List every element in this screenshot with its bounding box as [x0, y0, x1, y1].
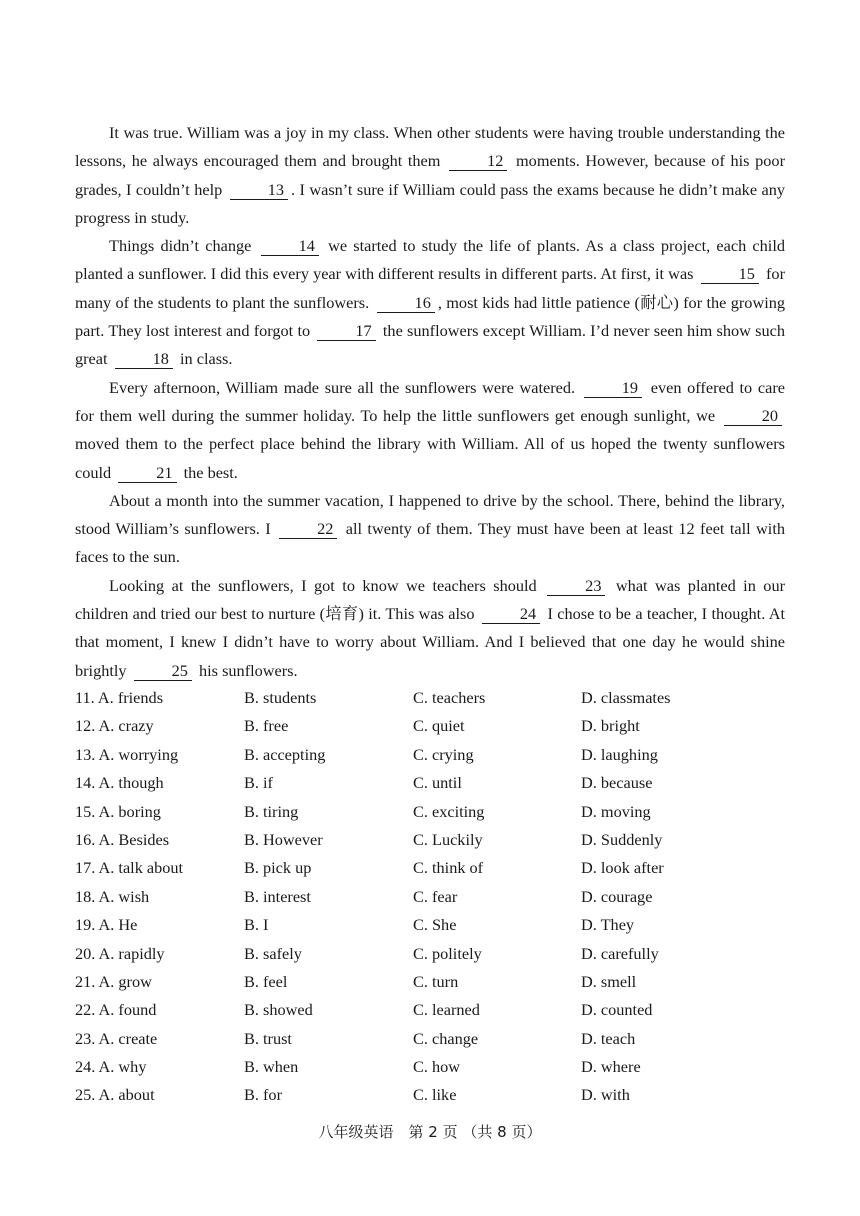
option-d: D. smell	[581, 971, 637, 991]
option-a: 25. A. about	[75, 1085, 155, 1105]
option-c: C. quiet	[413, 716, 465, 736]
passage-text: even offered to care for them well during the summer holiday. To help the little sunflowers get enough sunlight, we	[75, 377, 785, 425]
blank-24: 24	[482, 604, 540, 624]
option-a: 17. A. talk about	[75, 858, 184, 878]
blank-23: 23	[547, 576, 605, 596]
option-b: B. free	[244, 716, 289, 736]
option-c: C. like	[413, 1085, 457, 1105]
option-b: B. tiring	[244, 801, 299, 821]
option-c: C. until	[413, 773, 462, 793]
option-c: C. crying	[413, 744, 474, 764]
option-row-23	[75, 1025, 795, 1053]
blank-16: 16	[377, 293, 435, 313]
option-a: 15. A. boring	[75, 801, 161, 821]
option-b: B. trust	[244, 1028, 292, 1048]
option-row-21	[75, 968, 795, 996]
option-d: D. with	[581, 1085, 630, 1105]
blank-13: 13	[230, 180, 288, 200]
option-row-13	[75, 741, 795, 769]
option-d: D. bright	[581, 716, 640, 736]
answer-options	[75, 684, 795, 1110]
option-b: B. accepting	[244, 744, 326, 764]
paragraph-5	[75, 572, 785, 685]
passage-text: It was true. William was a joy in my class. When other students were having trouble understanding the lessons, he always encouraged them and brought them	[75, 123, 785, 171]
option-row-24	[75, 1053, 795, 1081]
blank-12: 12	[449, 151, 507, 171]
option-d: D. counted	[581, 1000, 653, 1020]
option-a: 22. A. found	[75, 1000, 157, 1020]
option-c: C. learned	[413, 1000, 480, 1020]
option-d: D. teach	[581, 1028, 636, 1048]
option-a: 20. A. rapidly	[75, 943, 165, 963]
option-b: B. However	[244, 829, 323, 849]
passage-text: in class.	[179, 349, 233, 369]
option-a: 23. A. create	[75, 1028, 158, 1048]
passage-text: moments. However, because of his poor grades, I couldn’t help	[75, 151, 785, 199]
option-row-16	[75, 826, 795, 854]
option-a: 11. A. friends	[75, 688, 164, 707]
passage-text: his sunflowers.	[199, 660, 298, 680]
passage-text: we started to study the life of plants. As a class project, each child planted a sunflower. I did this every year with different results in different parts. At first, it was	[75, 236, 785, 284]
option-row-18	[75, 883, 795, 911]
option-row-15	[75, 798, 795, 826]
passage-text: Every afternoon, William made sure all the sunflowers were watered.	[109, 377, 576, 397]
option-a: 21. A. grow	[75, 971, 152, 991]
option-row-14	[75, 769, 795, 797]
passage-text: I chose to be a teacher, I thought. At that moment, I knew I didn’t have to worry about William. And I believed that one day he would shine brightly	[75, 604, 785, 680]
passage-text: Things didn’t change	[109, 236, 252, 256]
option-row-22	[75, 996, 795, 1024]
blank-22: 22	[279, 519, 337, 539]
passage-text: About a month into the summer vacation, I happened to drive by the school. There, behind the library, stood William’s sunflowers. I	[75, 490, 785, 539]
option-b: B. I	[244, 915, 269, 935]
passage-text: what was planted in our children and tried our best to nurture (培育) it. This was also	[75, 575, 786, 624]
blank-21: 21	[118, 463, 176, 483]
cloze-passage	[75, 119, 785, 685]
option-c: C. exciting	[413, 801, 485, 821]
option-c: C. how	[413, 1057, 461, 1077]
option-a: 12. A. crazy	[75, 716, 154, 736]
option-a: 24. A. why	[75, 1057, 147, 1077]
option-d: D. Suddenly	[581, 829, 663, 849]
option-a: 16. A. Besides	[75, 829, 170, 849]
paragraph-4	[75, 487, 785, 572]
option-row-11	[75, 684, 795, 712]
passage-text: for many of the students to plant the sunflowers.	[75, 264, 785, 312]
option-a: 18. A. wish	[75, 886, 150, 906]
option-b: B. students	[244, 688, 317, 707]
blank-25: 25	[134, 661, 192, 681]
option-c: C. She	[413, 915, 457, 935]
option-b: B. feel	[244, 971, 288, 991]
option-b: B. if	[244, 773, 273, 793]
option-d: D. classmates	[581, 688, 671, 707]
blank-14: 14	[261, 236, 319, 256]
option-d: D. because	[581, 773, 653, 793]
blank-19: 19	[584, 378, 642, 398]
option-b: B. for	[244, 1085, 282, 1105]
page-footer: 八年级英语 第 2 页 （共 8 页）	[318, 1123, 542, 1141]
option-c: C. politely	[413, 943, 482, 963]
option-a: 14. A. though	[75, 773, 164, 793]
option-b: B. showed	[244, 1000, 313, 1020]
option-b: B. interest	[244, 886, 311, 906]
passage-text: , most kids had little patience (耐心) for the growing part. They lost interest and forgot to	[75, 292, 786, 341]
paragraph-3	[75, 374, 785, 487]
passage-text: all twenty of them. They must have been at least 12 feet tall with faces to the sun.	[75, 519, 785, 567]
passage-text: Looking at the sunflowers, I got to know we teachers should	[109, 575, 537, 595]
option-c: C. Luckily	[413, 829, 483, 849]
blank-20: 20	[724, 406, 782, 426]
option-c: C. change	[413, 1028, 479, 1048]
option-c: C. teachers	[413, 688, 486, 707]
paragraph-2	[75, 232, 785, 373]
option-c: C. fear	[413, 886, 458, 906]
option-row-12	[75, 712, 795, 740]
option-c: C. think of	[413, 858, 484, 878]
option-b: B. pick up	[244, 858, 312, 878]
option-a: 13. A. worrying	[75, 744, 179, 764]
option-row-25	[75, 1081, 795, 1109]
option-d: D. look after	[581, 858, 664, 878]
blank-17: 17	[317, 321, 375, 341]
blank-18: 18	[115, 349, 173, 369]
option-d: D. They	[581, 915, 635, 935]
passage-text: . I wasn’t sure if William could pass the exams because he didn’t make any progress in study.	[75, 179, 785, 227]
option-b: B. safely	[244, 943, 302, 963]
option-d: D. moving	[581, 801, 651, 821]
blank-15: 15	[701, 264, 759, 284]
passage-text: the sunflowers except William. I’d never seen him show such great	[75, 321, 786, 369]
passage-text: the best.	[183, 462, 238, 482]
option-b: B. when	[244, 1057, 299, 1077]
option-d: D. laughing	[581, 744, 658, 764]
option-row-19	[75, 911, 795, 939]
option-row-17	[75, 854, 795, 882]
option-a: 19. A. He	[75, 915, 138, 935]
paragraph-1	[75, 119, 785, 232]
passage-text: moved them to the perfect place behind the library with William. All of us hoped the twenty sunflowers could	[75, 434, 785, 482]
option-row-20	[75, 940, 795, 968]
option-d: D. carefully	[581, 943, 659, 963]
option-d: D. courage	[581, 886, 653, 906]
option-c: C. turn	[413, 971, 459, 991]
option-d: D. where	[581, 1057, 641, 1077]
